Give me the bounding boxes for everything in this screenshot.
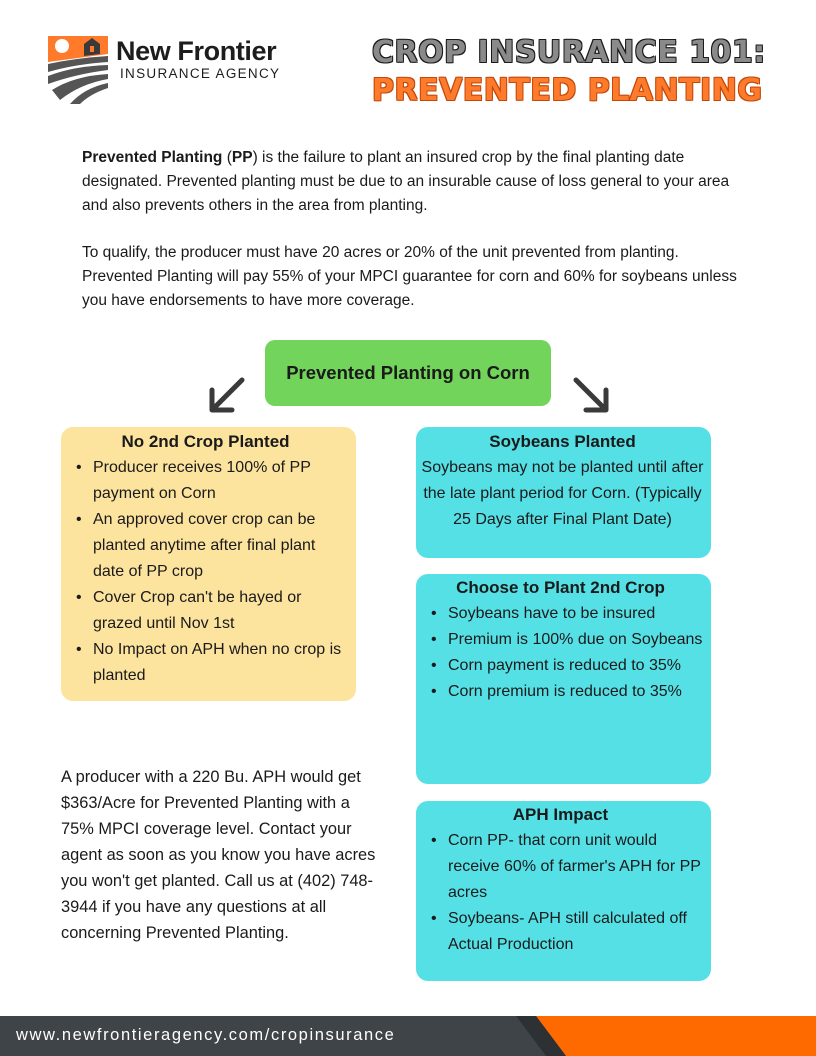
website-link[interactable]: www.newfrontieragency.com/cropinsurance bbox=[16, 1026, 396, 1044]
footer-accent-shape bbox=[516, 1016, 816, 1056]
list-item: • Cover Crop can't be hayed or grazed until Nov 1st bbox=[63, 585, 348, 637]
brand-name: New Frontier bbox=[116, 36, 277, 66]
definition-text: ) is the failure to plant an insured crop by the final planting date designated. Prevented planting must be due to an insurable cause of loss general to your area and also prevents others in the area from planting. bbox=[82, 149, 730, 214]
aph-impact-heading: APH Impact bbox=[512, 805, 609, 824]
second-crop-heading: Choose to Plant 2nd Crop bbox=[456, 578, 665, 597]
aph-impact-list bbox=[418, 828, 703, 958]
term: Prevented Planting bbox=[82, 149, 223, 166]
title-line-1: CROP INSURANCE 101: bbox=[372, 35, 766, 70]
footer-bar bbox=[0, 1016, 816, 1056]
aph-impact-box bbox=[416, 801, 711, 981]
brand-logo bbox=[46, 32, 296, 108]
center-topic-pill: Prevented Planting on Corn bbox=[265, 340, 551, 406]
definition-paragraph bbox=[82, 146, 742, 218]
second-crop-list bbox=[418, 601, 703, 705]
second-crop-box bbox=[416, 574, 711, 784]
farm-field-logo-icon bbox=[46, 32, 110, 104]
example-paragraph: A producer with a 220 Bu. APH would get $363/Acre for Prevented Planting with a 75% MPCI coverage level. Contact your agent as soon as you know you have acres you won't get planted. Call us at (402) 748-3944 if you have any questions at all concerning Prevented Planting. bbox=[61, 768, 376, 942]
arrow-down-left-icon bbox=[204, 374, 248, 418]
qualify-paragraph: To qualify, the producer must have 20 acres or 20% of the unit prevented from planting. Prevented Planting will pay 55% of your MPCI guarantee for corn and 60% for soybeans unless you have endorsements to have more coverage. bbox=[82, 244, 737, 309]
abbr-open: ( bbox=[222, 149, 232, 166]
list-item: • Premium is 100% due on Soybeans bbox=[418, 627, 703, 653]
list-item: • Corn payment is reduced to 35% bbox=[418, 653, 703, 679]
arrow-down-right-icon bbox=[570, 374, 614, 418]
soybeans-planted-text: Soybeans may not be planted until after the late plant period for Corn. (Typically 25 Days after Final Plant Date) bbox=[421, 459, 704, 528]
no-second-crop-list bbox=[63, 455, 348, 689]
list-item: • An approved cover crop can be planted anytime after final plant date of PP crop bbox=[63, 507, 348, 585]
soybeans-planted-box bbox=[416, 427, 711, 558]
list-item: • Producer receives 100% of PP payment on Corn bbox=[63, 455, 348, 507]
list-item: • Soybeans- APH still calculated off Actual Production bbox=[418, 906, 703, 958]
list-item: • Corn PP- that corn unit would receive 60% of farmer's APH for PP acres bbox=[418, 828, 703, 906]
intro-section bbox=[82, 146, 742, 313]
no-second-crop-heading: No 2nd Crop Planted bbox=[121, 432, 290, 451]
brand-tagline: INSURANCE AGENCY bbox=[120, 66, 281, 81]
abbr: PP bbox=[231, 149, 253, 166]
page-title bbox=[372, 34, 772, 110]
no-second-crop-box bbox=[61, 427, 356, 701]
soybeans-planted-heading: Soybeans Planted bbox=[489, 432, 636, 451]
list-item: • Corn premium is reduced to 35% bbox=[418, 679, 703, 705]
list-item: • Soybeans have to be insured bbox=[418, 601, 703, 627]
list-item: • No Impact on APH when no crop is planted bbox=[63, 637, 348, 689]
title-line-2: PREVENTED PLANTING bbox=[372, 73, 763, 108]
